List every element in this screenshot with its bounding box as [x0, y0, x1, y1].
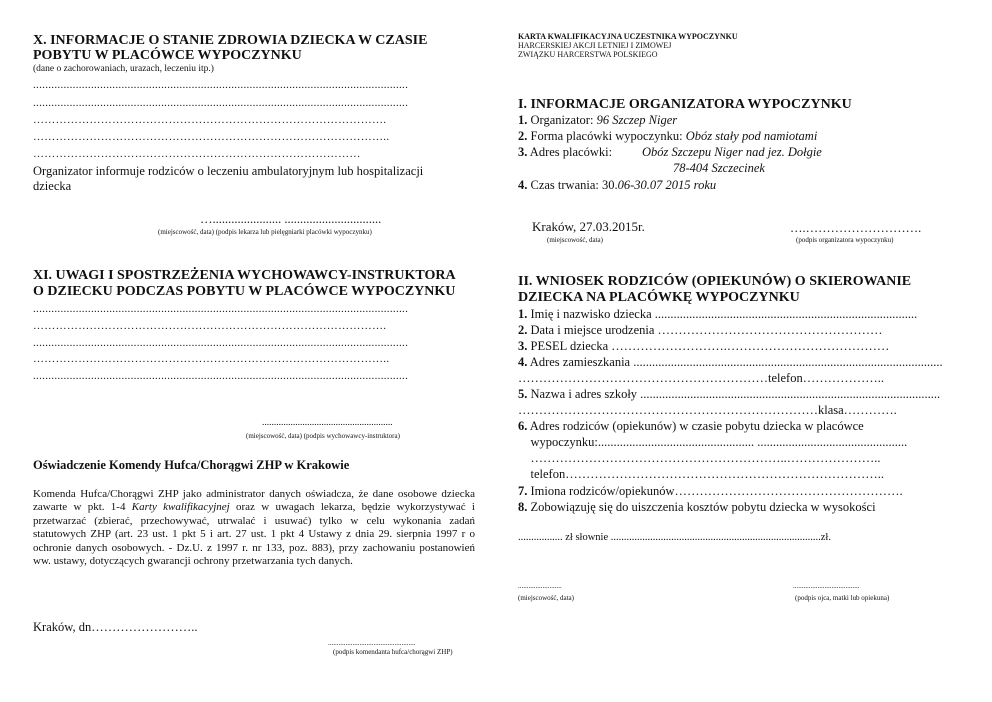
home-phone-row: ……………………………………………………telefon………………..: [518, 371, 884, 385]
section-2-title-line1: II. WNIOSEK RODZICÓW (OPIEKUNÓW) O SKIEROWANIE: [518, 274, 912, 289]
section-1-title: I. INFORMACJE ORGANIZATORA WYPOCZYNKU: [518, 97, 852, 112]
section-10-title-line2: POBYTU W PLACÓWCE WYPOCZYNKU: [33, 48, 302, 63]
facility-address-value-2: 78-404 Szczecinek: [673, 161, 765, 175]
parents-names-row: 7. Imiona rodziców/opiekunów……………………………………………….: [518, 484, 903, 498]
section-10-title-line1: X. INFORMACJE O STANIE ZDROWIA DZIECKA W CZASIE: [33, 33, 428, 48]
statement-title: Oświadczenie Komendy Hufca/Chorągwi ZHP w Krakowie: [33, 458, 350, 472]
parents-address-line-1: wypoczynku:.................................................. ................................................: [518, 435, 908, 449]
parent-signature-caption: (podpis ojca, matki lub opiekuna): [795, 594, 890, 602]
hospitalization-notice-line1: Organizator informuje rodziców o leczeniu ambulatoryjnym lub hospitalizacji: [33, 164, 424, 178]
doctor-signature-line: …...................... ...............................: [200, 212, 382, 226]
section-11-title-line2: O DZIECKU PODCZAS POBYTU W PLACÓWCE WYPOCZYNKU: [33, 284, 456, 299]
birth-date-row: 2. Data i miejsce urodzenia ………………………………………………: [518, 323, 883, 337]
card-header-line3: ZWIĄZKU HARCERSTWA POLSKIEGO: [518, 50, 658, 59]
section-10-line-4: …………………………………………………………………………………..: [33, 131, 390, 143]
organizer-signature-line: ….……………………….: [790, 221, 922, 235]
section-10-line-2: ...........................................................................................................................: [33, 97, 409, 109]
section-11-line-5: ...........................................................................................................................: [33, 370, 409, 382]
facility-address-row: 3. Adres placówki:: [518, 145, 613, 159]
instructor-signature-caption: (miejscowość, data) (podpis wychowawcy-instruktora): [246, 432, 400, 440]
section-2-title-line2: DZIECKA NA PLACÓWKĘ WYPOCZYNKU: [518, 290, 800, 305]
parent-place-line: .........................: [518, 582, 562, 590]
section-10-subtitle: (dane o zachorowaniach, urazach, leczeniu itp.): [33, 64, 214, 74]
facility-form-row: 2. Forma placówki wypoczynku: Obóz stały pod namiotami: [518, 129, 818, 143]
section-10-line-3: ………………………………………………………………………………….: [33, 114, 387, 126]
parent-place-caption: (miejscowość, data): [518, 594, 574, 602]
school-class-row: ………………………………………………………………klasa………….: [518, 403, 897, 417]
section-11-line-4: …………………………………………………………………………………..: [33, 353, 390, 365]
parent-signature-line: ......................................: [793, 582, 860, 590]
home-address-row: 4. Adres zamieszkania ...................................................................................................: [518, 355, 943, 369]
cost-obligation-row: 8. Zobowiązuję się do uiszczenia kosztów pobytu dziecka w wysokości: [518, 500, 876, 514]
section-10-line-5: ……………………………………………………………………………: [33, 148, 361, 160]
commander-signature-line: ..................................................: [328, 639, 416, 647]
statement-paragraph: Komenda Hufca/Chorągwi ZHP jako administrator danych oświadcza, że dane osobowe dziecka zawarte w pkt. 1-4 Karty kwalifikacyjnej oraz w uwagach lekarza, będzie wykorzystywać i przetwarzać (zbierać, przechowywać, utrwalać i usuwać) tylko w celu wykonania zadań statutowych ZHP (art. 23 ust. 1 pkt 5 i art. 27 ust. 1 pkt 4 Ustawy z dnia 29. sierpnia 1997 r o ochronie danych osobowych. - Dz.U. z 1997 r. nr 133, poz. 883), przy zachowaniu postanowień ww. ustawy, dotyczących gwarancji ochrony przetwarzania tych danych.: [33, 488, 475, 568]
doctor-signature-caption: (miejscowość, data) (podpis lekarza lub pielęgniarki placówki wypoczynku): [158, 228, 372, 236]
card-header-line2: HARCERSKIEJ AKCJI LETNIEJ I ZIMOWEJ: [518, 41, 672, 50]
organizer-place-date: Kraków, 27.03.2015r.: [532, 219, 645, 234]
parents-phone-row: telefon…………………………………………………………………..: [518, 467, 884, 481]
school-row: 5. Nazwa i adres szkoły ................................................................................................: [518, 387, 941, 401]
child-name-row: 1. Imię i nazwisko dziecka ....................................................................................: [518, 307, 918, 321]
section-10-line-1: ...........................................................................................................................: [33, 79, 409, 91]
section-11-line-3: ...........................................................................................................................: [33, 337, 409, 349]
instructor-signature-line: .......................................................: [262, 418, 393, 428]
hospitalization-notice-line2: dziecka: [33, 179, 72, 193]
organizer-row: 1. Organizator: 96 Szczep Niger: [518, 113, 678, 127]
organizer-signature-caption: (podpis organizatora wypoczynku): [796, 236, 894, 244]
commander-signature-caption: (podpis komendanta hufca/chorągwi ZHP): [333, 648, 453, 656]
parents-address-row: 6. Adres rodziców (opiekunów) w czasie pobytu dziecka w placówce: [518, 419, 864, 433]
organizer-place-caption: (miejscowość, data): [547, 236, 603, 244]
cost-amount-row: ................. zł słownie ................................................................................zł.: [518, 532, 831, 543]
facility-address-value-1: Obóz Szczepu Niger nad jez. Dołgie: [642, 145, 822, 159]
parents-address-line-2: ……………………………………………………..…………………..: [518, 451, 881, 465]
section-11-line-2: ………………………………………………………………………………….: [33, 320, 387, 332]
card-header-line1: KARTA KWALIFIKACYJNA UCZESTNIKA WYPOCZYNKU: [518, 32, 738, 41]
section-11-title-line1: XI. UWAGI I SPOSTRZEŻENIA WYCHOWAWCY-INSTRUKTORA: [33, 268, 456, 283]
pesel-row: 3. PESEL dziecka ……………………….…………………………………: [518, 339, 890, 353]
duration-row: 4. Czas trwania: 30.06-30.07 2015 roku: [518, 178, 717, 192]
statement-place-date: Kraków, dn……………………..: [33, 620, 198, 634]
section-11-line-1: ...........................................................................................................................: [33, 303, 409, 315]
